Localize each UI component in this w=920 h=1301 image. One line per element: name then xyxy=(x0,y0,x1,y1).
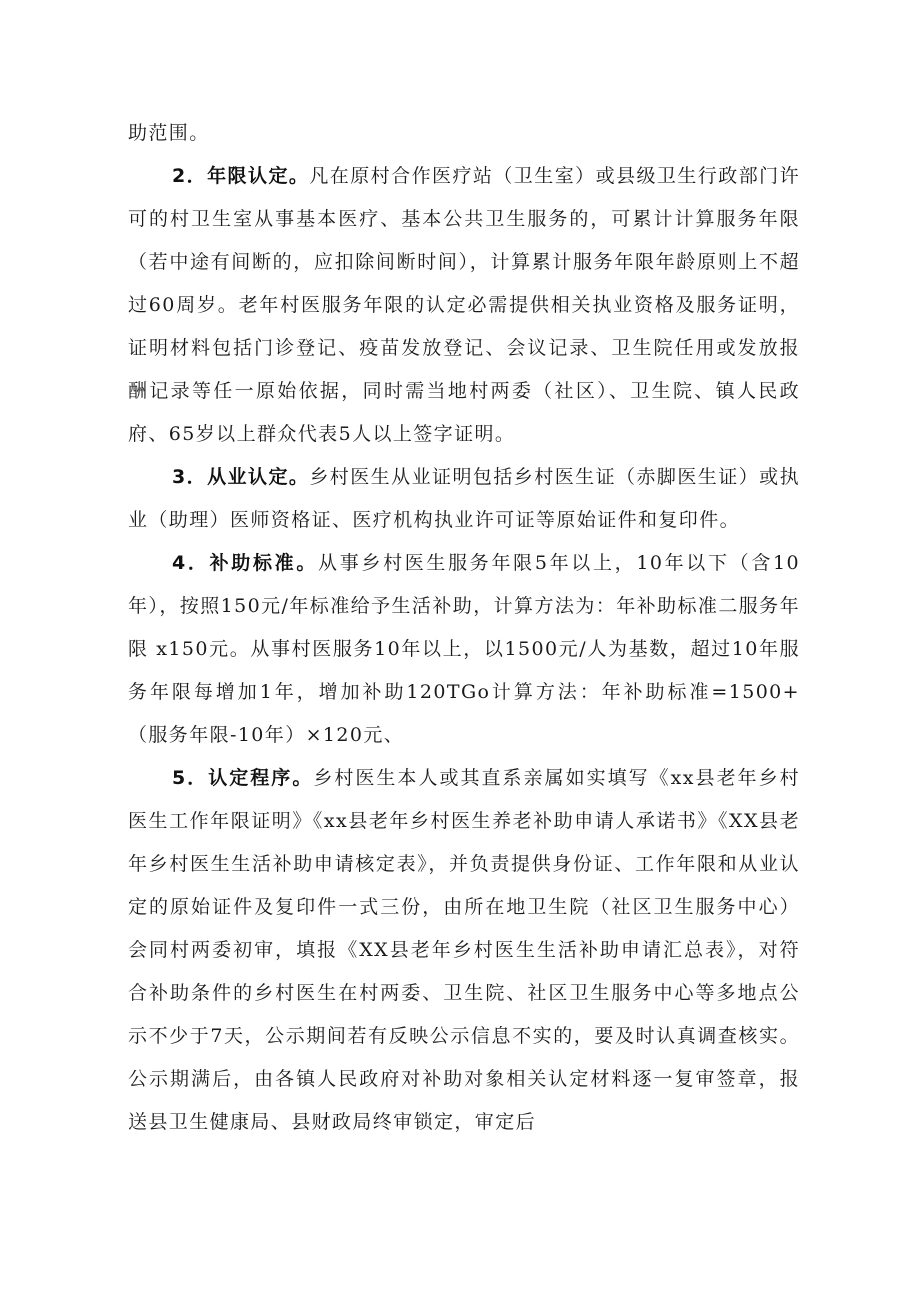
section-heading: 3．从业认定。 xyxy=(172,466,310,488)
section-practice-recognition xyxy=(128,456,800,542)
section-body: 乡村医生本人或其直系亲属如实填写《xx县老年乡村医生工作年限证明》《xx县老年乡村医生养老补助申请人承诺书》《XX县老年乡村医生生活补助申请核定表》，并负责提供身份证、工作年限和从业认定的原始证件及复印件一式三份，由所在地卫生院（社区卫生服务中心）会同村两委初审，填报《XX县老年乡村医生生活补助申请汇总表》，对符合补助条件的乡村医生在村两委、卫生院、社区卫生服务中心等多地点公示不少于7天，公示期间若有反映公示信息不实的，要及时认真调查核实。公示期满后，由各镇人民政府对补助对象相关认定材料逐一复审签章，报送县卫生健康局、县财政局终审锁定，审定后 xyxy=(128,767,800,1133)
section-recognition-procedure xyxy=(128,757,800,1144)
section-subsidy-standard xyxy=(128,542,800,757)
section-heading: 2．年限认定。 xyxy=(172,165,310,187)
section-heading: 4．补助标准。 xyxy=(172,552,319,574)
document-body xyxy=(128,112,800,1144)
continuation-paragraph xyxy=(128,112,800,155)
section-year-recognition xyxy=(128,155,800,456)
section-body: 从事乡村医生服务年限5年以上，10年以下（含10年），按照150元/年标准给予生活补助，计算方法为：年补助标准二服务年限 x150元。从事村医服务10年以上，以1500元/人为基数，超过10年服务年限每增加1年，增加补助120TGo计算方法：年补助标准=1500+（服务年限-10年）×120元、 xyxy=(128,552,800,746)
section-body: 乡村医生从业证明包括乡村医生证（赤脚医生证）或执业（助理）医师资格证、医疗机构执业许可证等原始证件和复印件。 xyxy=(128,466,800,531)
section-heading: 5．认定程序。 xyxy=(172,767,314,789)
section-body: 凡在原村合作医疗站（卫生室）或县级卫生行政部门许可的村卫生室从事基本医疗、基本公共卫生服务的，可累计计算服务年限（若中途有间断的，应扣除间断时间），计算累计服务年限年龄原则上不超过60周岁。老年村医服务年限的认定必需提供相关执业资格及服务证明，证明材料包括门诊登记、疫苗发放登记、会议记录、卫生院任用或发放报酬记录等任一原始依据，同时需当地村两委（社区）、卫生院、镇人民政府、65岁以上群众代表5人以上签字证明。 xyxy=(128,165,800,445)
continuation-text: 助范围。 xyxy=(128,122,210,144)
